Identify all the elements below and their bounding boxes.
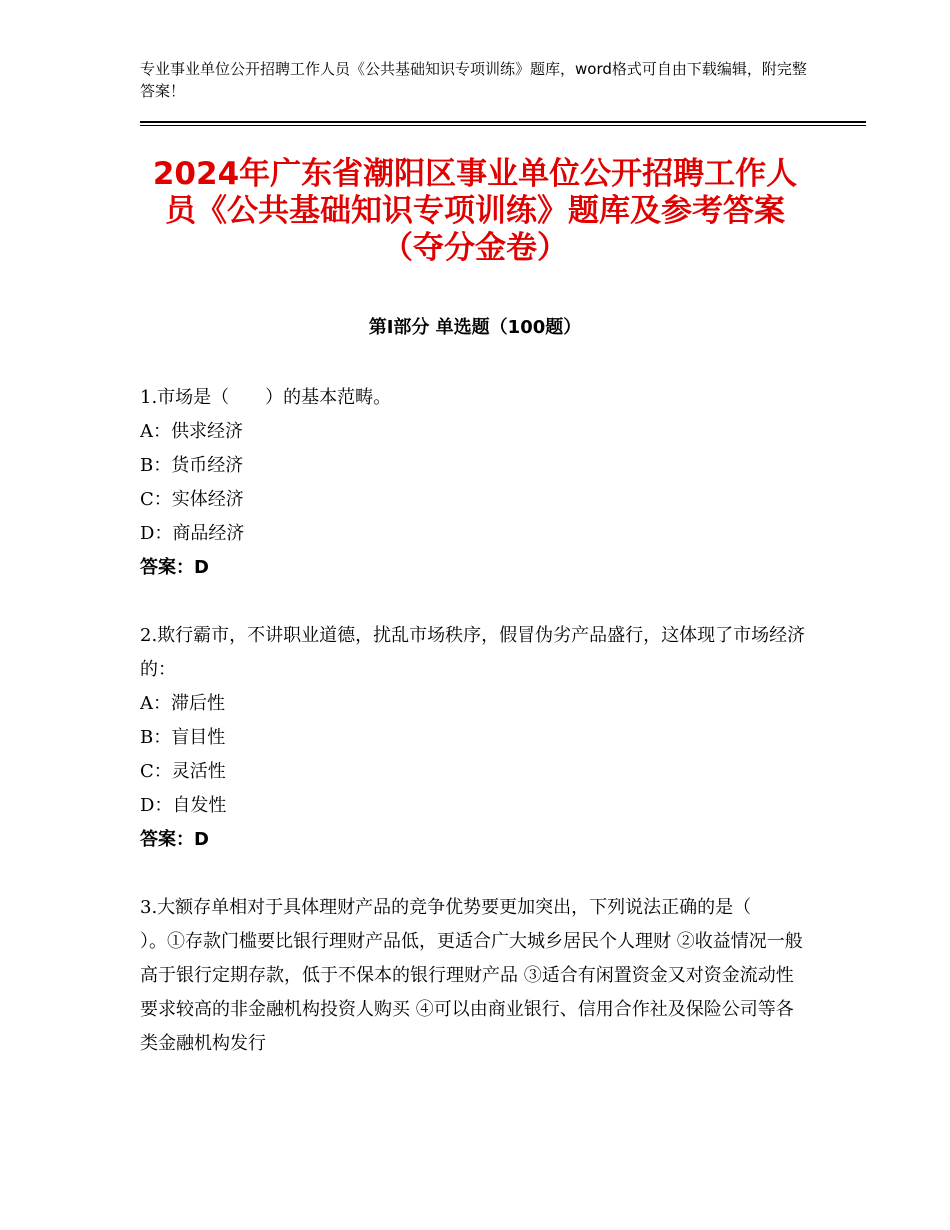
- header-note: 专业事业单位公开招聘工作人员《公共基础知识专项训练》题库，word格式可自由下载编辑，附完整答案！: [140, 60, 807, 100]
- document-title: 2024年广东省潮阳区事业单位公开招聘工作人员《公共基础知识专项训练》题库及参考答案（夺分金卷）: [152, 156, 798, 266]
- question-stem: 2.欺行霸市，不讲职业道德，扰乱市场秩序，假冒伪劣产品盛行，这体现了市场经济的：: [140, 625, 806, 680]
- option-b: B：盲目性: [140, 727, 226, 748]
- option-a: A：供求经济: [140, 421, 243, 442]
- option-d: D：自发性: [140, 795, 227, 816]
- option-c: C：实体经济: [140, 489, 244, 510]
- answer: 答案：D: [140, 829, 209, 850]
- question-2: [140, 619, 810, 857]
- question-3: [140, 891, 810, 1061]
- answer: 答案：D: [140, 557, 209, 578]
- option-b: B：货币经济: [140, 455, 244, 476]
- question-list: [140, 381, 810, 1095]
- question-1: [140, 381, 810, 585]
- option-d: D：商品经济: [140, 523, 245, 544]
- question-stem: 1.市场是（ ）的基本范畴。: [140, 387, 392, 408]
- section-heading: 第Ⅰ部分 单选题（100题）: [368, 317, 582, 338]
- header-divider: [140, 121, 866, 123]
- header-divider-thin: [140, 125, 866, 126]
- question-stem: 3.大额存单相对于具体理财产品的竞争优势要更加突出，下列说法正确的是（ ）。①存款门槛要比银行理财产品低，更适合广大城乡居民个人理财 ②收益情况一般高于银行定期存款，低于不保本的银行理财产品 ③适合有闲置资金又对资金流动性要求较高的非金融机构投资人购买 ④可以由商业银行、信用合作社及保险公司等各类金融机构发行: [140, 897, 803, 1054]
- option-c: C：灵活性: [140, 761, 226, 782]
- option-a: A：滞后性: [140, 693, 225, 714]
